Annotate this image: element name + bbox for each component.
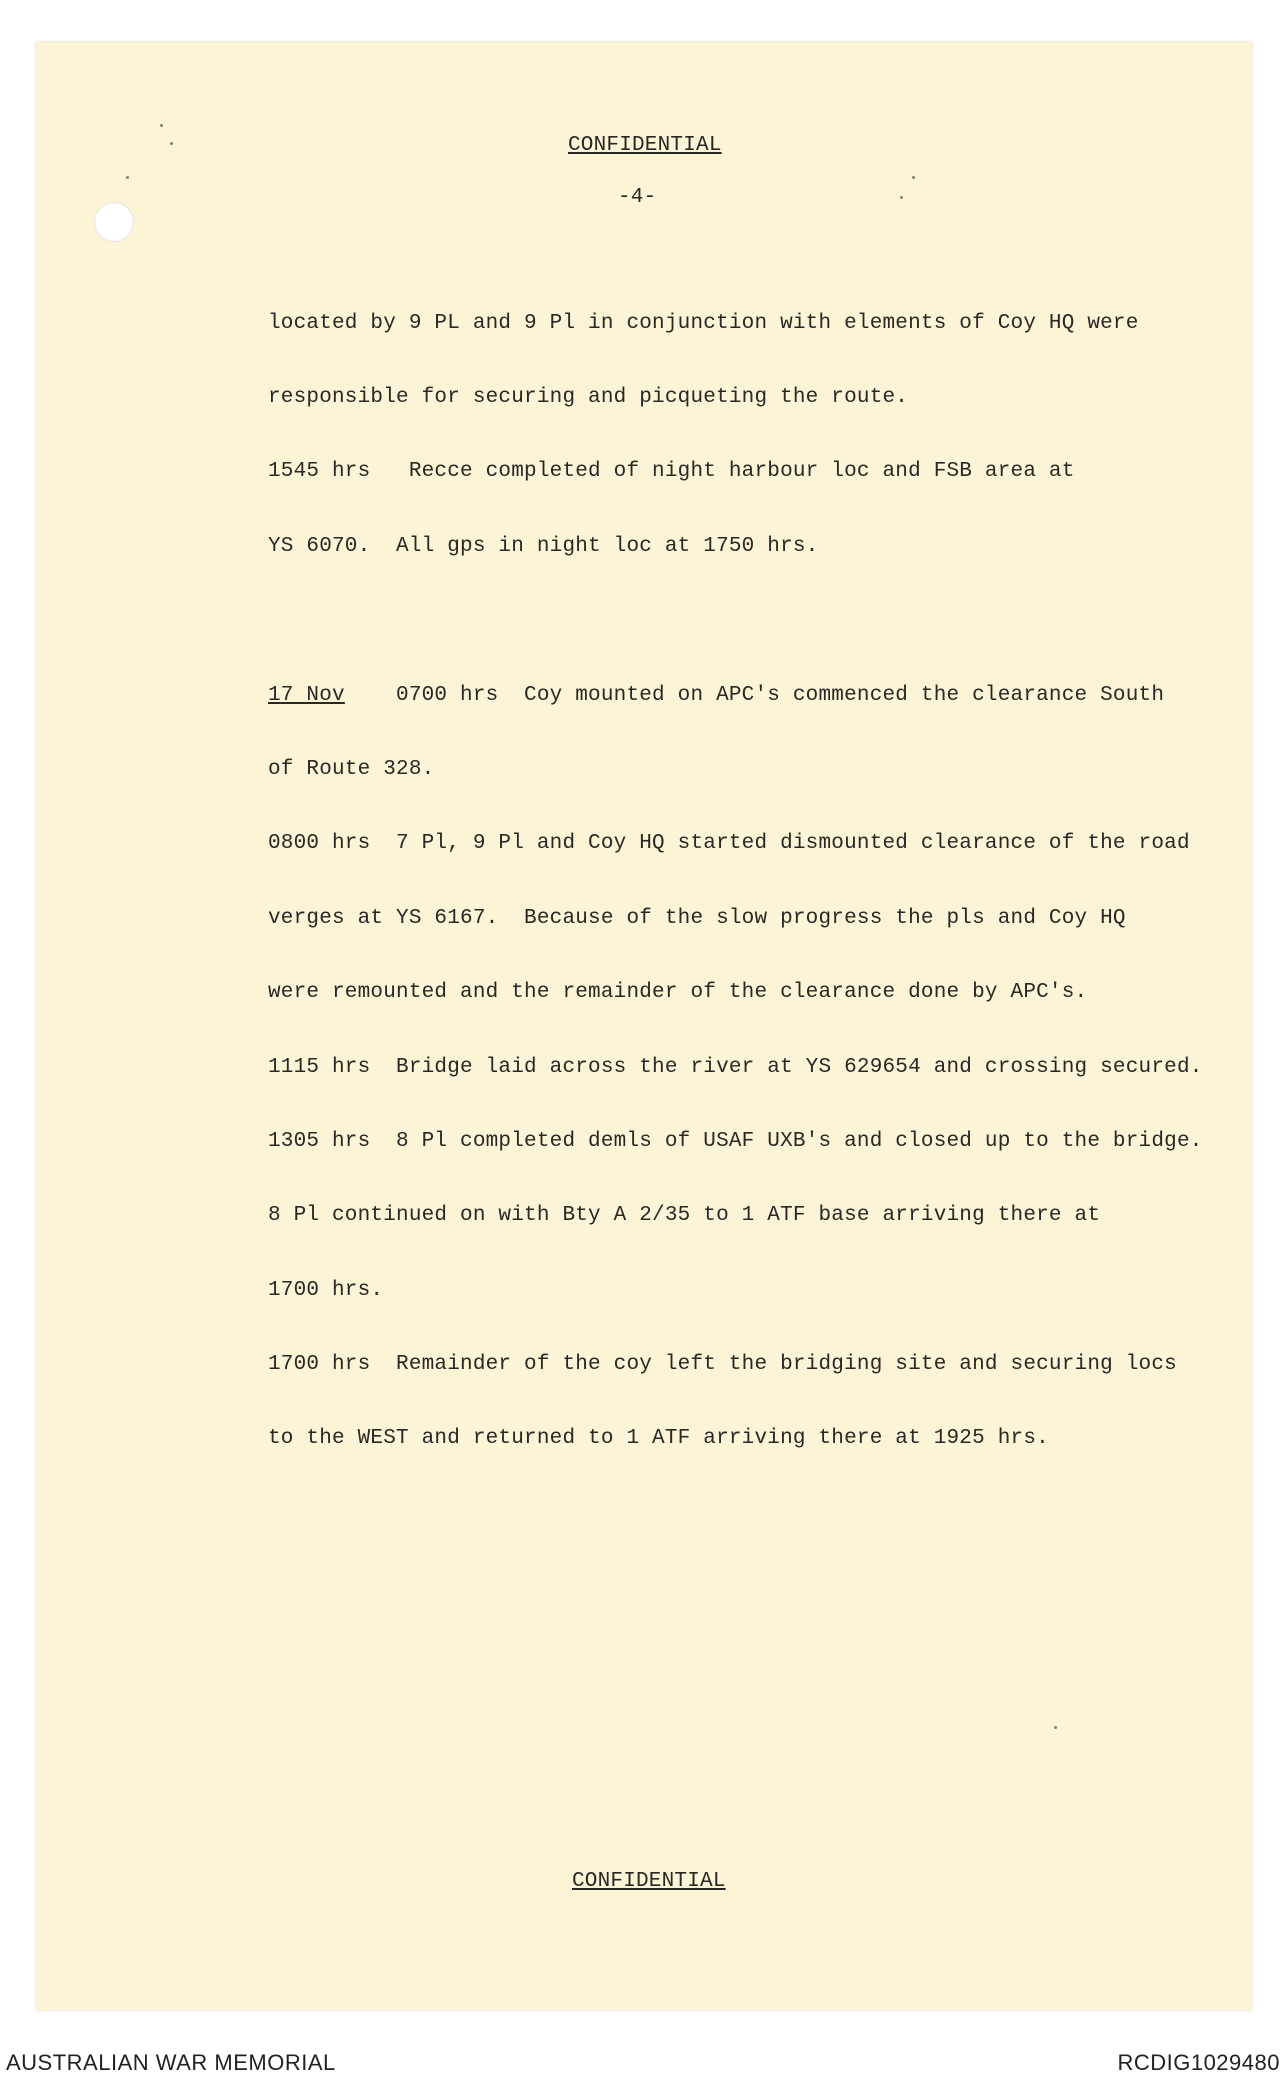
- source-caption: AUSTRALIAN WAR MEMORIAL: [6, 2050, 336, 2075]
- header-confidential: CONFIDENTIAL: [568, 134, 722, 157]
- body-line: 0800 hrs 7 Pl, 9 Pl and Coy HQ started dismounted clearance of the road: [268, 832, 1190, 856]
- body-line: verges at YS 6167. Because of the slow progress the pls and Coy HQ: [268, 906, 1126, 930]
- paper-speck: [900, 196, 903, 199]
- body-line: 1700 hrs.: [268, 1278, 384, 1302]
- record-id-caption: RCDIG1029480: [1117, 2050, 1280, 2075]
- paragraph-gap: [268, 609, 1188, 634]
- footer-confidential: CONFIDENTIAL: [572, 1870, 726, 1893]
- page-number: -4-: [618, 186, 657, 209]
- body-line: located by 9 PL and 9 Pl in conjunction with elements of Coy HQ were: [268, 311, 1139, 335]
- paper-speck: [1054, 1726, 1057, 1729]
- body-line: 1700 hrs Remainder of the coy left the bridging site and securing locs: [268, 1353, 1177, 1377]
- body-line: 1305 hrs 8 Pl completed demls of USAF UXB's and closed up to the bridge.: [268, 1129, 1203, 1153]
- body-line: YS 6070. All gps in night loc at 1750 hrs.: [268, 534, 819, 558]
- paper-speck: [912, 176, 915, 179]
- paper-speck: [170, 142, 173, 145]
- paper-speck: [160, 124, 163, 127]
- body-line: 1545 hrs Recce completed of night harbour loc and FSB area at: [268, 460, 1075, 484]
- body-line-text: 0700 hrs Coy mounted on APC's commenced the clearance South: [344, 683, 1165, 707]
- document-body: [268, 262, 1203, 1502]
- body-line: were remounted and the remainder of the clearance done by APC's.: [268, 981, 1088, 1005]
- body-line: to the WEST and returned to 1 ATF arriving there at 1925 hrs.: [268, 1427, 1049, 1451]
- body-line: of Route 328.: [268, 757, 435, 781]
- body-line-dated: [268, 684, 1188, 709]
- body-line: responsible for securing and picqueting the route.: [268, 385, 909, 409]
- body-line: 1115 hrs Bridge laid across the river at YS 629654 and crossing secured.: [268, 1055, 1203, 1079]
- punch-hole: [94, 202, 134, 242]
- paper-speck: [126, 176, 129, 179]
- body-line: 8 Pl continued on with Bty A 2/35 to 1 ATF base arriving there at: [268, 1204, 1101, 1228]
- entry-date: 17 Nov: [268, 683, 345, 707]
